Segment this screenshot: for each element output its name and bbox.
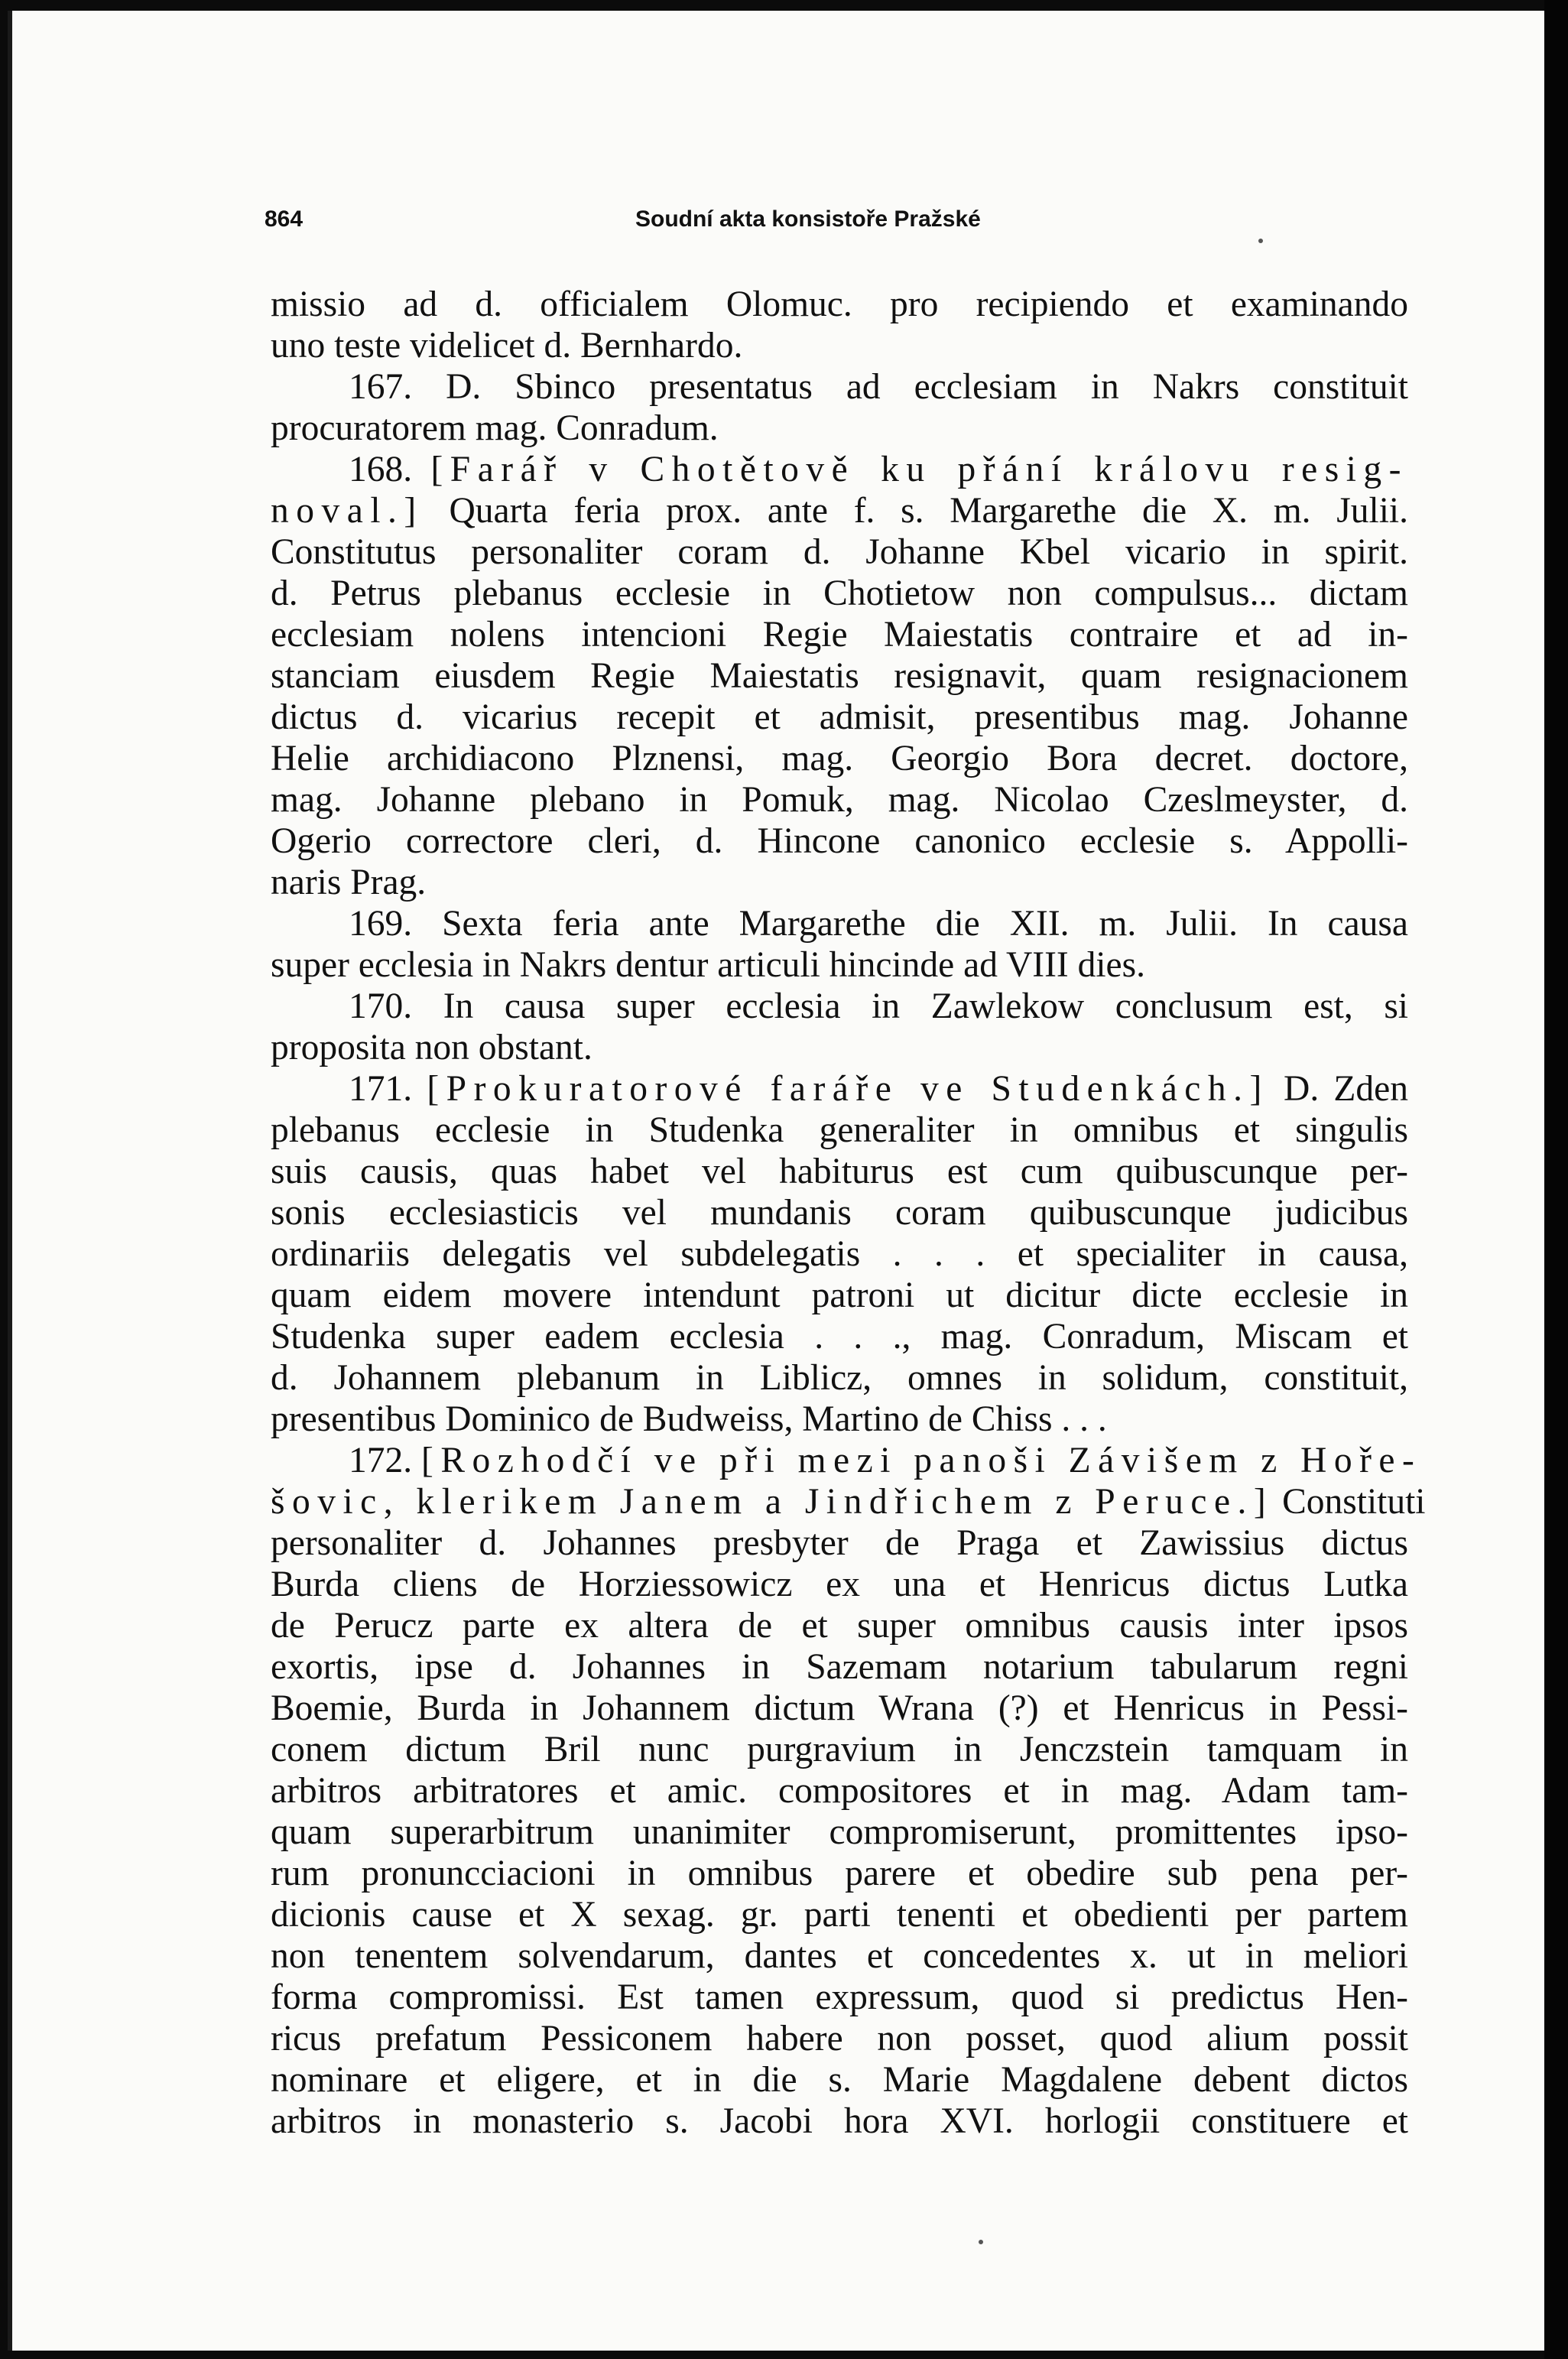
line-text: Boemie, Burda in Johannem dictum Wrana (?) et Henricus in Pessi- xyxy=(271,1688,1408,1728)
line-text: quam superarbitrum unanimiter compromiserunt, promittentes ipso- xyxy=(271,1812,1408,1852)
text-line xyxy=(271,1110,1408,1151)
line-text: missio ad d. officialem Olomuc. pro recipiendo et examinando xyxy=(271,284,1408,324)
text-line xyxy=(271,1729,1408,1770)
text-line xyxy=(271,862,1408,903)
text-line xyxy=(271,779,1408,820)
text-line xyxy=(271,1605,1408,1646)
text-line xyxy=(271,697,1408,738)
line-text: 168. xyxy=(349,450,431,489)
line-text: arbitros in monasterio s. Jacobi hora XVI. horlogii constituere et xyxy=(271,2101,1408,2141)
text-line xyxy=(271,1894,1408,1935)
text-line xyxy=(271,1770,1408,1811)
line-text: quam eidem movere intendunt patroni ut dicitur dicte ecclesie in xyxy=(271,1275,1408,1315)
text-line xyxy=(271,1688,1408,1729)
text-line xyxy=(271,1481,1426,1522)
text-line xyxy=(271,325,1408,366)
line-text: suis causis, quas habet vel habiturus est cum quibuscunque per- xyxy=(271,1152,1408,1191)
scan-speck xyxy=(979,2240,983,2244)
text-line xyxy=(271,2101,1408,2142)
line-text: plebanus ecclesie in Studenka generaliter in omnibus et singulis xyxy=(271,1110,1408,1150)
spaced-heading-text: [Rozhodčí ve při mezi panoši Závišem z Hoře- xyxy=(421,1441,1422,1480)
line-text: forma compromissi. Est tamen expressum, quod si predictus Hen- xyxy=(271,1977,1408,2017)
line-text: 170. In causa super ecclesia in Zawlekow conclusum est, si xyxy=(349,986,1408,1026)
text-line xyxy=(271,1275,1408,1316)
line-text: uno teste videlicet d. Bernhardo. xyxy=(271,326,743,366)
line-text: proposita non obstant. xyxy=(271,1028,592,1067)
spaced-heading-text: [Prokuratorové faráře ve Studenkách.] xyxy=(427,1069,1269,1109)
text-line xyxy=(271,2059,1408,2101)
text-line xyxy=(271,1399,1408,1440)
line-text: ordinariis delegatis vel subdelegatis . . . et specialiter in causa, xyxy=(271,1234,1408,1274)
line-text: ricus prefatum Pessiconem habere non posset, quod alium possit xyxy=(271,2019,1408,2058)
line-text: Constitutus personaliter coram d. Johanne Kbel vicario in spirit. xyxy=(271,532,1408,572)
text-line xyxy=(271,1935,1408,1977)
text-line xyxy=(271,944,1408,986)
line-text: personaliter d. Johannes presbyter de Praga et Zawissius dictus xyxy=(271,1523,1408,1563)
line-text: naris Prag. xyxy=(271,863,427,902)
body-text xyxy=(271,284,1426,2142)
line-text: dictus d. vicarius recepit et admisit, presentibus mag. Johanne xyxy=(271,697,1408,737)
text-line xyxy=(271,531,1408,573)
text-line xyxy=(271,1192,1408,1233)
line-text: ecclesiam nolens intencioni Regie Maiestatis contraire et ad in- xyxy=(271,615,1408,655)
text-line xyxy=(271,1357,1408,1399)
line-text: D. Zden xyxy=(1268,1069,1408,1109)
line-text: exortis, ipse d. Johannes in Sazemam notarium tabularum regni xyxy=(271,1647,1408,1687)
text-line xyxy=(271,614,1408,655)
book-page xyxy=(8,11,1549,2351)
text-line xyxy=(271,1068,1408,1110)
line-text: Burda cliens de Horziessowicz ex una et Henricus dictus Lutka xyxy=(271,1565,1408,1604)
line-text: Constituti xyxy=(1273,1482,1426,1522)
line-text: 171. xyxy=(349,1069,427,1109)
text-line xyxy=(271,1522,1408,1564)
text-line xyxy=(271,2018,1408,2059)
line-text: mag. Johanne plebano in Pomuk, mag. Nicolao Czeslmeyster, d. xyxy=(271,780,1408,820)
text-line xyxy=(271,986,1408,1027)
text-line xyxy=(271,1646,1408,1688)
text-line xyxy=(271,490,1408,531)
line-text: Studenka super eadem ecclesia . . ., mag. Conradum, Miscam et xyxy=(271,1317,1408,1357)
text-line xyxy=(271,1440,1422,1481)
text-line xyxy=(271,1233,1408,1275)
line-text: d. Johannem plebanum in Liblicz, omnes in solidum, constituit, xyxy=(271,1358,1408,1398)
page-number: 864 xyxy=(265,206,304,232)
text-line xyxy=(271,366,1408,408)
line-text: stanciam eiusdem Regie Maiestatis resignavit, quam resignacionem xyxy=(271,656,1408,696)
text-line xyxy=(271,1027,1408,1068)
scan-speck xyxy=(1258,239,1263,243)
line-text: d. Petrus plebanus ecclesie in Chotietow non compulsus... dictam xyxy=(271,574,1408,613)
spaced-heading-text: noval.] xyxy=(271,491,424,531)
line-text: 169. Sexta feria ante Margarethe die XII. m. Julii. In causa xyxy=(349,904,1408,944)
line-text: Ogerio correctore cleri, d. Hincone canonico ecclesie s. Appolli- xyxy=(271,821,1408,861)
text-line xyxy=(271,1316,1408,1357)
text-line xyxy=(271,573,1408,614)
spaced-heading-text: šovic, klerikem Janem a Jindřichem z Peruce.] xyxy=(271,1482,1274,1522)
text-line xyxy=(271,1811,1408,1853)
line-text: 167. D. Sbinco presentatus ad ecclesiam in Nakrs constituit xyxy=(349,367,1408,407)
line-text: super ecclesia in Nakrs dentur articuli hincinde ad VIII dies. xyxy=(271,945,1145,985)
spaced-heading-text: [Farář v Chotětově ku přání královu resig- xyxy=(430,450,1409,489)
text-line xyxy=(271,449,1408,490)
line-text: Helie archidiacono Plznensi, mag. Georgio Bora decret. doctore, xyxy=(271,739,1408,778)
text-line xyxy=(271,1564,1408,1605)
text-line xyxy=(271,738,1408,779)
line-text: arbitros arbitratores et amic. compositores et in mag. Adam tam- xyxy=(271,1771,1408,1811)
text-line xyxy=(271,1853,1408,1894)
text-line xyxy=(271,284,1408,325)
line-text: 172. xyxy=(349,1441,421,1480)
text-line xyxy=(271,903,1408,944)
text-line xyxy=(271,1977,1408,2018)
line-text: non tenentem solvendarum, dantes et concedentes x. ut in meliori xyxy=(271,1936,1408,1976)
text-line xyxy=(271,655,1408,697)
text-line xyxy=(271,820,1408,862)
text-line xyxy=(271,1151,1408,1192)
line-text: nominare et eligere, et in die s. Marie Magdalene debent dictos xyxy=(271,2060,1408,2100)
running-header xyxy=(265,206,1411,240)
line-text: de Perucz parte ex altera de et super omnibus causis inter ipsos xyxy=(271,1606,1408,1646)
line-text: rum pronuncciacioni in omnibus parere et obedire sub pena per- xyxy=(271,1854,1408,1893)
line-text: conem dictum Bril nunc purgravium in Jenczstein tamquam in xyxy=(271,1730,1408,1769)
line-text: sonis ecclesiasticis vel mundanis coram quibuscunque judicibus xyxy=(271,1193,1408,1233)
line-text: Quarta feria prox. ante f. s. Margarethe die X. m. Julii. xyxy=(423,491,1408,531)
scan-border xyxy=(1544,0,1568,2359)
text-line xyxy=(271,408,1408,449)
running-title: Soudní akta konsistoře Pražské xyxy=(635,206,981,232)
line-text: procuratorem mag. Conradum. xyxy=(271,408,719,448)
line-text: presentibus Dominico de Budweiss, Martino de Chiss . . . xyxy=(271,1399,1107,1439)
line-text: dicionis cause et X sexag. gr. parti tenenti et obedienti per partem xyxy=(271,1895,1408,1935)
